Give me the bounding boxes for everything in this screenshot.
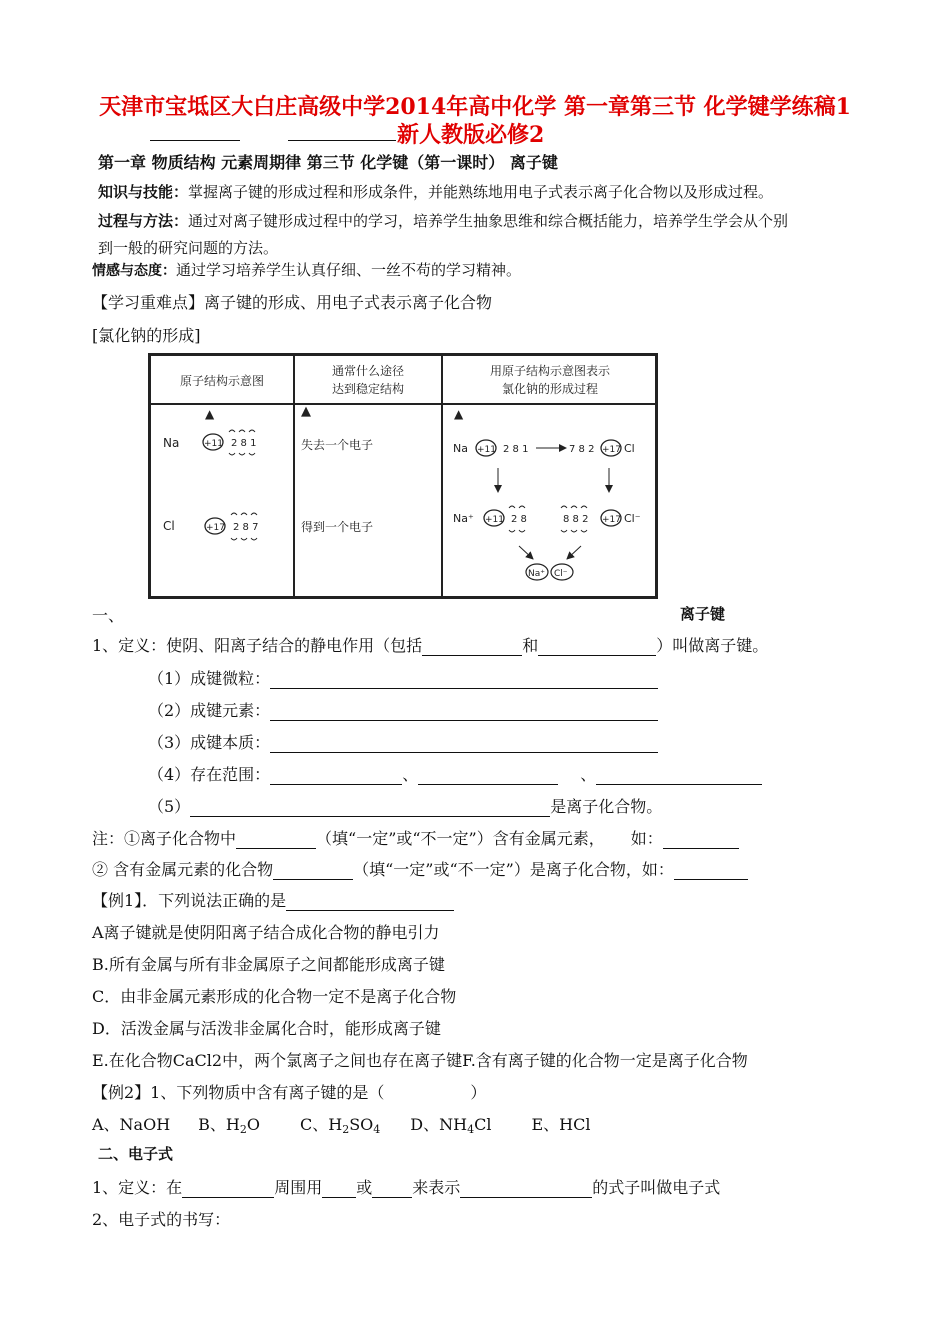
item-bond-nature: （3）成键本质： <box>148 730 658 753</box>
blank-note2-example[interactable] <box>674 859 748 880</box>
blank-def-1[interactable] <box>422 635 522 656</box>
na-nucleus: +11 <box>204 439 223 449</box>
cl-atom-diagram <box>205 513 258 540</box>
blank-s2-3[interactable] <box>372 1177 412 1198</box>
header-atomic-structure: 原子结构示意图 <box>179 374 264 388</box>
item-bond-elements: （2）成键元素： <box>148 698 658 721</box>
blank-item4-c[interactable] <box>596 764 762 785</box>
na-ion-shells: 2 8 <box>511 514 527 525</box>
blank-item2[interactable] <box>270 700 658 721</box>
section2-definition: 1、定义：在 周围用 或 来表示 的式子叫做电子式 <box>92 1178 721 1197</box>
cl-atom-label-col3: Cl <box>624 442 635 455</box>
example2-options <box>92 1112 590 1136</box>
na-path-text: 失去一个电子 <box>301 438 374 452</box>
na-shells: 2 8 1 <box>231 438 257 449</box>
example1-option-d: D．活泼金属与活泼非金属化合时，能形成离子键 <box>92 1019 441 1038</box>
na-shells-col3: 2 8 1 <box>503 444 529 455</box>
option-a: A、NaOH <box>92 1115 171 1134</box>
nacl-product <box>526 564 573 580</box>
header-stable-path-l2: 达到稳定结构 <box>331 382 404 396</box>
example1-option-c: C．由非金属元素形成的化合物一定不是离子化合物 <box>92 987 457 1006</box>
blank-item5[interactable] <box>190 796 550 817</box>
header-formation-l2: 氯化钠的形成过程 <box>501 382 598 396</box>
header-formation-l1: 用原子结构示意图表示 <box>489 364 610 378</box>
blank-s2-4[interactable] <box>460 1177 592 1198</box>
process-text-1: 通过对离子键形成过程中的学习，培养学生抽象思维和综合概括能力，培养学生学会从个别 <box>188 212 789 230</box>
nacl-heading: [氯化钠的形成] <box>92 326 201 345</box>
marker-col3: ▲ <box>454 407 464 421</box>
marker-col1: ▲ <box>205 407 215 421</box>
header-stable-path-l1: 通常什么途径 <box>331 364 404 378</box>
blank-note2[interactable] <box>273 859 353 880</box>
product-cl: Cl⁻ <box>554 569 568 579</box>
emotion-text: 通过学习培养学生认真仔细、一丝不苟的学习精神。 <box>176 261 522 279</box>
blank-def-2[interactable] <box>538 635 656 656</box>
option-d: D、$NH_4Cl$ <box>410 1115 492 1136</box>
cl-label: Cl <box>163 519 175 533</box>
atomic-structure-diagrams <box>151 404 655 600</box>
cl-nucleus: +17 <box>206 523 225 533</box>
blank-note1-example[interactable] <box>663 828 739 849</box>
nacl-formation-table <box>148 353 658 599</box>
example1-option-ef: E.在化合物CaCl2中，两个氯离子之间也存在离子键F.含有离子键的化合物一定是离子化合物 <box>92 1051 748 1070</box>
na-ion-label: Na⁺ <box>453 512 474 525</box>
example1-title: 【例1】．下列说法正确的是 <box>92 888 454 911</box>
na-to-cl-transfer <box>453 440 635 456</box>
blank-s2-1[interactable] <box>182 1177 274 1198</box>
cl-ion-nucleus: +17 <box>602 515 621 525</box>
cl-ion-label: Cl⁻ <box>624 512 641 525</box>
cl-nucleus-col3: +17 <box>602 445 621 455</box>
emotion-label: 情感与态度： <box>92 263 176 279</box>
na-nucleus-col3: +11 <box>477 445 496 455</box>
cl-path-text: 得到一个电子 <box>301 520 374 534</box>
process-label: 过程与方法： <box>98 212 189 230</box>
item-existence-scope: （4）存在范围： 、 、 <box>148 762 762 785</box>
blank-item3[interactable] <box>270 732 658 753</box>
option-b: B、$H_2O$ <box>198 1115 261 1136</box>
blank-item4-a[interactable] <box>270 764 402 785</box>
section1-number: 一、 <box>92 606 125 625</box>
example1-option-a: A离子键就是使阴阳离子结合成化合物的静电引力 <box>92 923 440 942</box>
note-1: 注：①离子化合物中 （填“一定”或“不一定”）含有金属元素， 如： <box>92 826 739 849</box>
na-label: Na <box>163 436 180 450</box>
knowledge-text: 掌握离子键的形成过程和形成条件，并能熟练地用电子式表示离子化合物以及形成过程。 <box>188 183 774 201</box>
document-title-line2: 新人教版必修2 <box>397 122 545 148</box>
item-bond-particles: （1）成键微粒： <box>148 666 658 689</box>
definition-line: 1、定义：使阴、阳离子结合的静电作用（包括 和 ）叫做离子键。 <box>92 636 769 655</box>
cl-shells: 2 8 7 <box>233 522 259 533</box>
cl-ion-shells: 8 8 2 <box>563 514 589 525</box>
section1-heading: 离子键 <box>680 605 726 623</box>
chapter-heading: 第一章 物质结构 元素周期律 第三节 化学键（第一课时） 离子键 <box>98 153 558 172</box>
na-label-col3: Na <box>453 442 468 455</box>
title-underline-left <box>150 118 240 141</box>
blank-s2-2[interactable] <box>322 1177 356 1198</box>
section2-writing: 2、电子式的书写： <box>92 1210 231 1229</box>
example1-option-b: B.所有金属与所有非金属原子之间都能形成离子键 <box>92 955 445 974</box>
option-e: E、HCl <box>531 1115 591 1134</box>
blank-item4-b[interactable] <box>418 764 558 785</box>
note-2: ② 含有金属元素的化合物 （填“一定”或“不一定”）是离子化合物，如： <box>92 857 748 880</box>
key-points: 【学习重难点】离子键的形成、用电子式表示离子化合物 <box>92 293 493 312</box>
ion-diagrams <box>453 506 641 532</box>
blank-example1[interactable] <box>286 890 454 911</box>
blank-note1[interactable] <box>236 828 316 849</box>
document-title-line1: 天津市宝坻区大白庄高级中学2014年高中化学 第一章第三节 化学键学练稿1 <box>99 94 851 120</box>
cl-shells-col3: 7 8 2 <box>569 444 595 455</box>
marker-col2: ▲ <box>301 404 311 419</box>
na-ion-nucleus: +11 <box>485 515 504 525</box>
example2-title: 【例2】1、下列物质中含有离子键的是（ ） <box>92 1083 487 1102</box>
option-c: C、$H_2SO_4$ <box>300 1115 381 1136</box>
blank-item1[interactable] <box>270 668 658 689</box>
na-atom-diagram <box>203 430 256 455</box>
section2-heading: 二、电子式 <box>98 1145 174 1163</box>
title-underline-right <box>288 118 396 141</box>
knowledge-label: 知识与技能： <box>98 183 189 201</box>
process-text-2: 到一般的研究问题的方法。 <box>98 239 279 257</box>
item-ionic-compounds: （5） 是离子化合物。 <box>148 797 663 816</box>
product-na: Na⁺ <box>528 569 545 579</box>
